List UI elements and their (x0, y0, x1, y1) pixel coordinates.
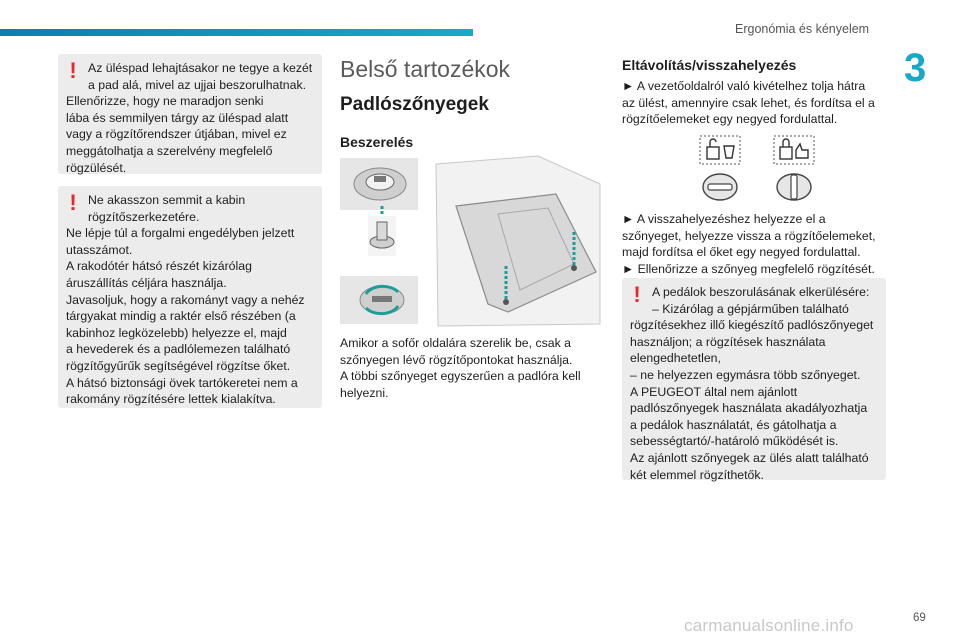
warning-line: a pedálok használatát, és gátolhatja a (630, 417, 837, 432)
section-title: Ergonómia és kényelem (735, 22, 870, 36)
warning-line: – ne helyezzen egymásra több szőnyeget. (630, 367, 861, 382)
warning-line: rögzülését. (66, 160, 127, 175)
subsection-heading: Padlószőnyegek (340, 94, 489, 115)
unlocked-fixing-icon (700, 136, 740, 200)
warning-line: Az üléspad lehajtásakor ne tegye a kezét (88, 61, 313, 75)
warning-line: meggátolhatja a szerelvény megfelelő (66, 143, 273, 158)
warning-box-cargo (58, 186, 322, 408)
text-line: majd fordítsa el őket egy negyed fordulattal. (622, 245, 861, 260)
warning-line: A PEUGEOT által nem ajánlott (630, 384, 798, 399)
watermark: carmanualsonline.info (684, 616, 854, 635)
fixing-inset-top (340, 158, 418, 210)
warning-line: kabinhoz legközelebb) helyezze el, majd (66, 325, 287, 340)
text-line: ► Ellenőrizze a szőnyeg megfelelő rögzítését. (622, 261, 875, 276)
text-line: szőnyegen lévő rögzítőpontokat használja. (340, 352, 573, 367)
text-line: rögzítőelemeket egy negyed fordulattal. (622, 112, 838, 127)
warning-line: rögzítésekhez illő kiegészítő padlószőnyeget (630, 318, 874, 333)
chapter-number: 3 (904, 46, 927, 90)
install-heading: Beszerelés (340, 134, 414, 150)
install-text (340, 335, 605, 401)
warning-line: padlószőnyegek használata akadályozhatja (630, 401, 868, 416)
warning-line: rögzítőszerkezetére. (88, 209, 200, 224)
top-accent-bar (0, 29, 473, 36)
warning-line: Ellenőrizze, hogy ne maradjon senki (66, 94, 264, 109)
warning-icon: ! (69, 190, 77, 215)
refit-steps (622, 211, 887, 277)
warning-icon: ! (633, 282, 641, 307)
text-line: ► A visszahelyezéshez helyezze el a (622, 212, 826, 226)
text-line: helyezni. (340, 385, 389, 400)
text-line: szőnyeget, helyezze vissza a rögzítőelemeket, (622, 228, 876, 243)
warning-line: Ne lépje túl a forgalmi engedélyben jelzett (66, 226, 295, 241)
warning-line: A rakodótér hátsó részét kizárólag (66, 259, 252, 274)
section-heading: Belső tartozékok (340, 56, 511, 82)
warning-line: tárgyakat mindig a raktér első részében (a (66, 309, 296, 324)
warning-line: használjon; a rögzítések használata (630, 334, 826, 349)
warning-line: áruszállítás céljára használja. (66, 275, 227, 290)
warning-line: elengedhetetlen, (630, 351, 721, 366)
warning-line: Javasoljuk, hogy a rakományt vagy a nehéz (66, 292, 305, 307)
removal-heading: Eltávolítás/visszahelyezés (622, 57, 797, 73)
warning-line: A hátsó biztonsági övek tartókeretei nem a (66, 375, 298, 390)
removal-step-1 (622, 78, 887, 128)
text-line: Amikor a sofőr oldalára szerelik be, csak a (340, 336, 572, 350)
warning-line: rakomány rögzítésére lettek kialakítva. (66, 392, 276, 407)
fixing-clip (368, 216, 396, 256)
warning-line: rögzítőgyűrűk segítségével rögzítse őket. (66, 358, 291, 373)
locked-fixing-icon (774, 136, 814, 200)
floor-mat-illustration (338, 154, 603, 332)
text-line: az ülést, amennyire csak lehet, és fordítsa el a (622, 95, 875, 110)
text-line: A többi szőnyeget egyszerűen a padlóra kell (340, 369, 581, 384)
warning-line: Ne akasszon semmit a kabin (88, 193, 246, 207)
warning-box-seat (58, 54, 322, 174)
floor-mat-drawing (436, 156, 600, 326)
warning-icon: ! (69, 58, 77, 83)
text-line: ► A vezetőoldalról való kivételhez tolja hátra (622, 79, 866, 93)
warning-line: lába és semmilyen tárgy az üléspad alatt (66, 110, 289, 125)
warning-line: utasszámot. (66, 242, 133, 257)
warning-line: vagy a rögzítőrendszer útjában, mivel ez (66, 127, 287, 142)
warning-line: – Kizárólag a gépjárműben található (652, 301, 849, 316)
warning-line: két elemmel rögzíthetők. (630, 467, 764, 482)
warning-line: sebességtartó/-határoló működését is. (630, 434, 839, 449)
page-number: 69 (913, 612, 926, 624)
warning-box-pedals (622, 278, 886, 480)
warning-line: Az ajánlott szőnyegek az ülés alatt található (630, 450, 869, 465)
lock-unlock-illustration (696, 134, 826, 204)
warning-line: A pedálok beszorulásának elkerülésére: (652, 285, 870, 299)
fixing-inset-bottom (340, 276, 418, 324)
warning-line: a hevederek és a padlólemezen található (66, 342, 291, 357)
warning-line: a pad alá, mivel az ujjai beszorulhatnak. (88, 77, 307, 92)
